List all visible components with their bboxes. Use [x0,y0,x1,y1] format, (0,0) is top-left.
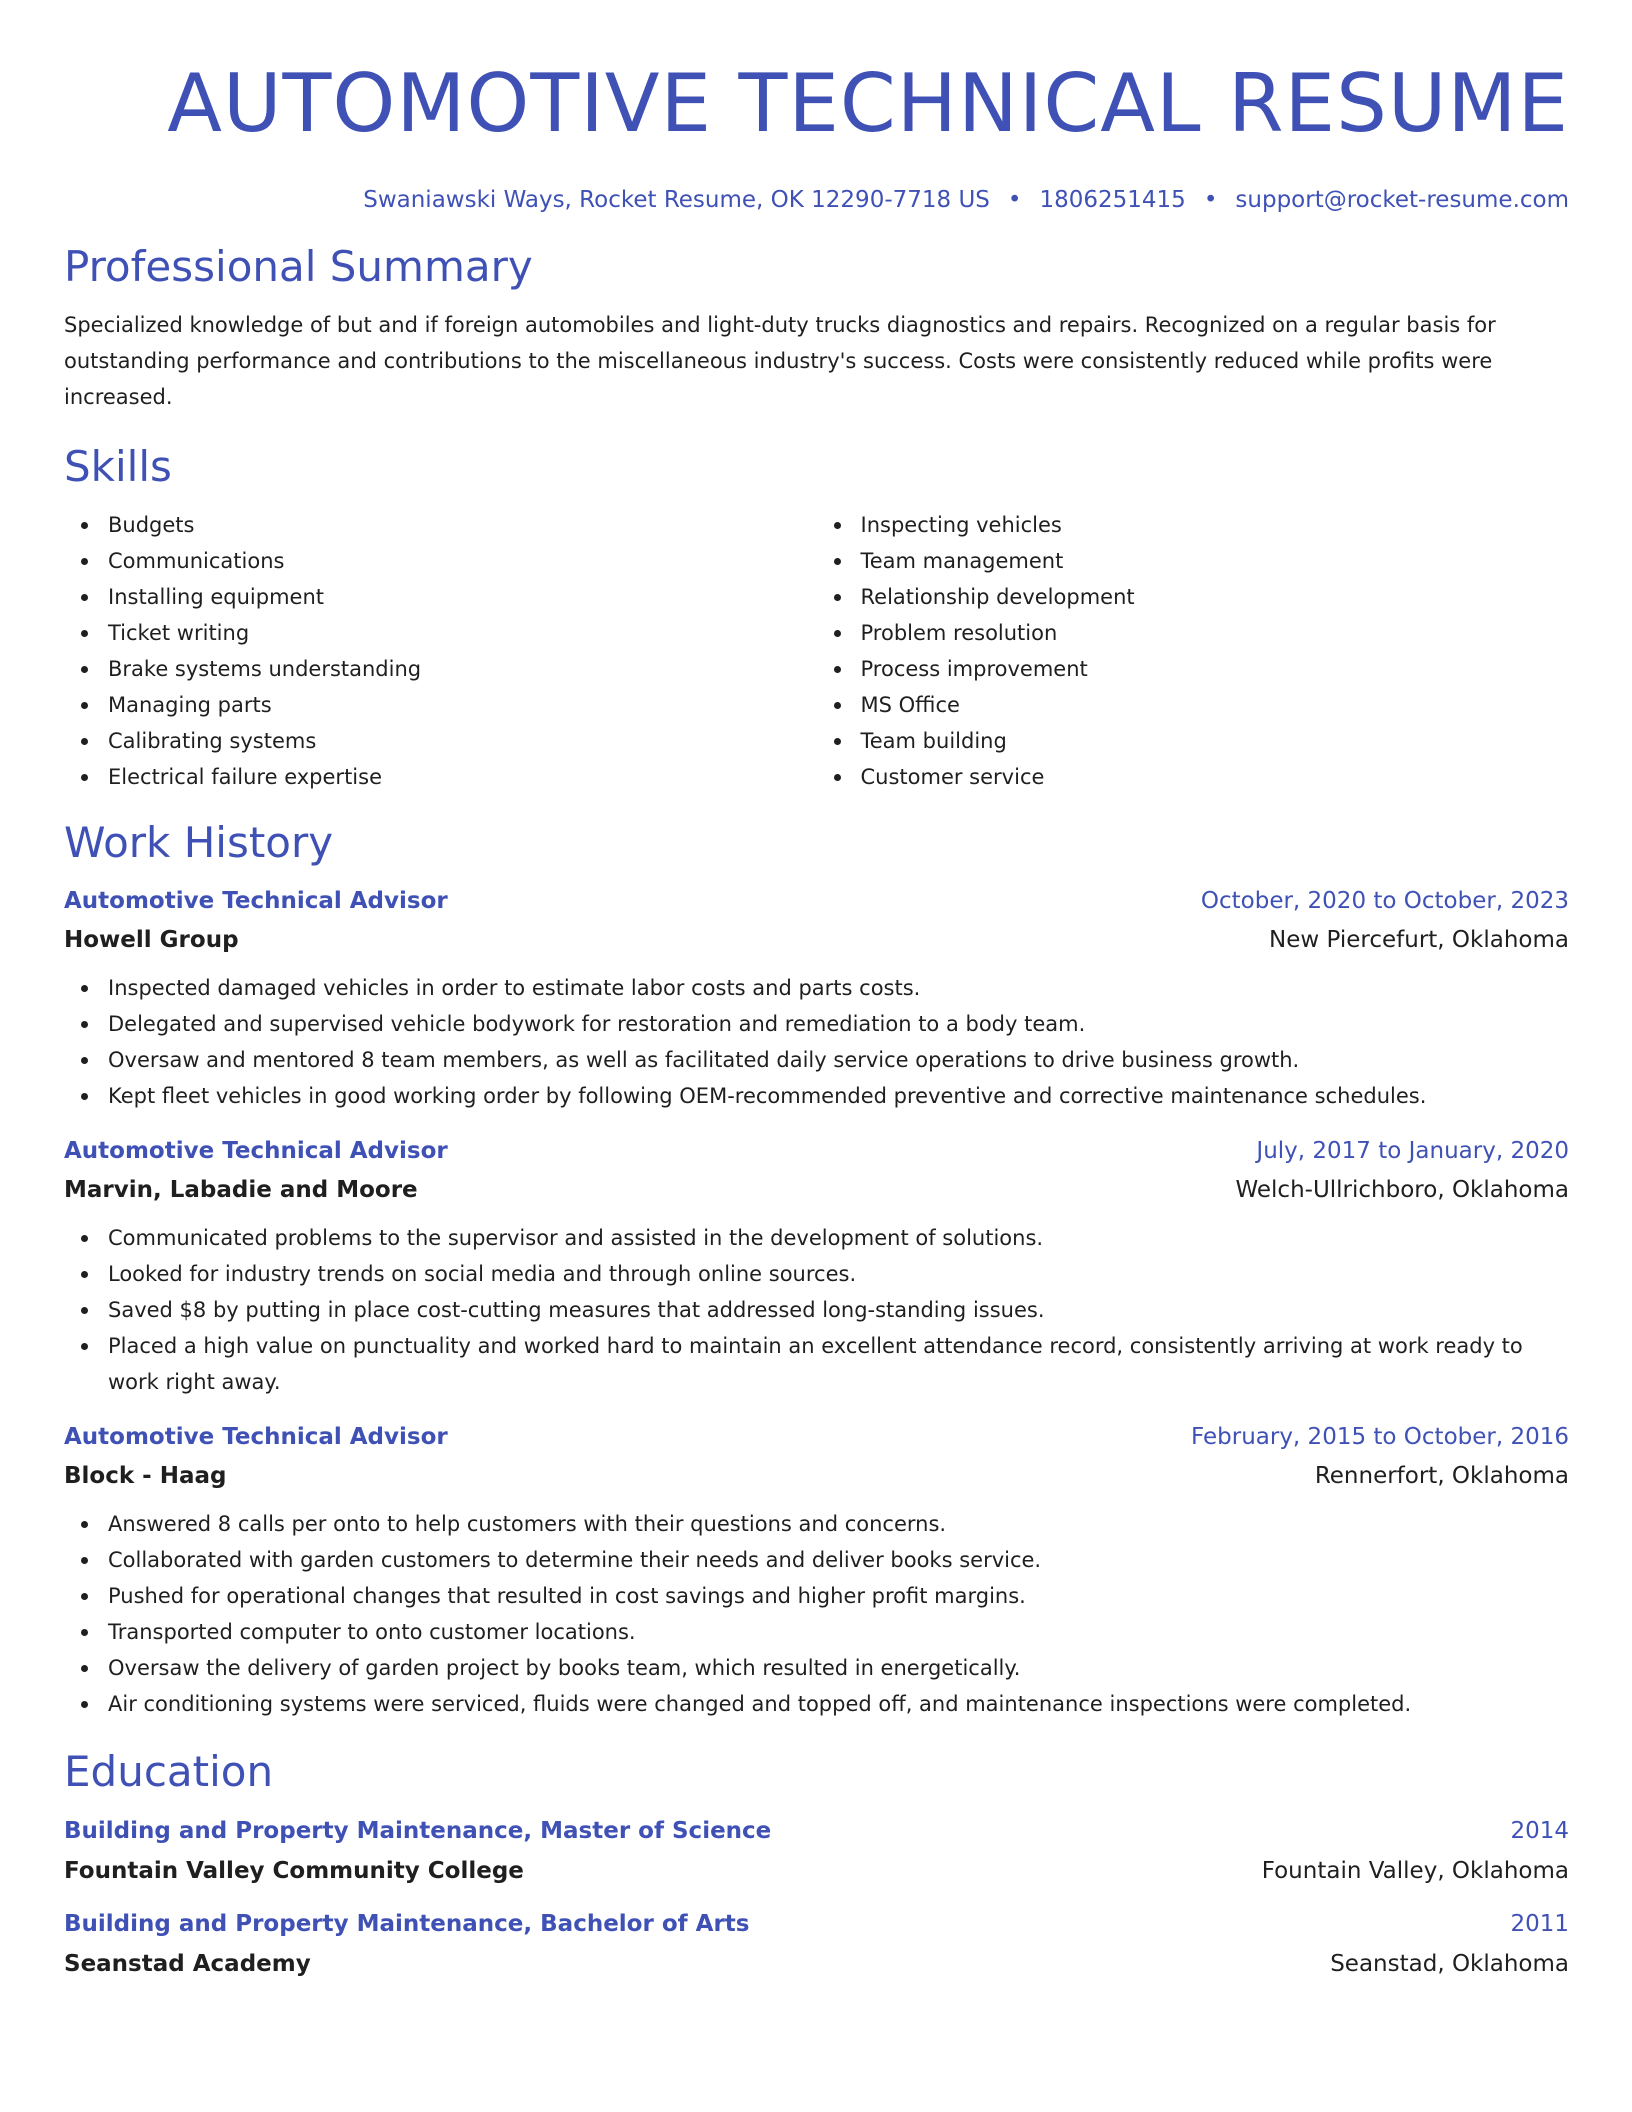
skill-item: Electrical failure expertise [108,759,817,795]
job-dates: July, 2017 to January, 2020 [1256,1138,1569,1164]
education-school: Seanstad Academy [64,1951,311,1977]
job-bullets [64,1220,1569,1400]
section-title-work-history: Work History [64,818,334,867]
job-dates: February, 2015 to October, 2016 [1191,1424,1569,1450]
job-bullet: Delegated and supervised vehicle bodywork for restoration and remediation to a body team. [108,1006,1569,1042]
section-title-education: Education [64,1747,274,1796]
job-entry [64,886,1569,1114]
job-company: Howell Group [64,927,239,953]
job-role: Automotive Technical Advisor [64,1424,448,1450]
summary-section [64,241,1569,415]
skill-item: Calibrating systems [108,723,817,759]
skill-item: Installing equipment [108,579,817,615]
job-entry [64,1422,1569,1722]
job-bullets [64,970,1569,1114]
skill-item: Relationship development [861,579,1570,615]
skills-columns [64,507,1569,795]
summary-text: Specialized knowledge of but and if foreign automobiles and light-duty trucks diagnostics and repairs. Recognized on a regular basis for outstanding performance and contributions to the miscellaneous industry's success. Costs were consistently reduced while profits were increased. [64,313,1496,409]
skills-list-left [64,507,817,795]
job-bullet: Air conditioning systems were serviced, fluids were changed and topped off, and maintenance inspections were completed. [108,1686,1569,1722]
job-role: Automotive Technical Advisor [64,1138,448,1164]
contact-address: Swaniawski Ways, Rocket Resume, OK 12290-7718 US [363,187,990,213]
skill-item: MS Office [861,687,1570,723]
skill-item: Brake systems understanding [108,651,817,687]
separator-dot: • [1203,187,1218,213]
contact-phone: 1806251415 [1039,187,1186,213]
section-title-summary: Professional Summary [64,242,533,291]
skill-item: Managing parts [108,687,817,723]
section-title-skills: Skills [64,442,172,491]
skill-item: Problem resolution [861,615,1570,651]
skill-item: Ticket writing [108,615,817,651]
job-bullet: Inspected damaged vehicles in order to estimate labor costs and parts costs. [108,970,1569,1006]
job-role: Automotive Technical Advisor [64,888,448,914]
skill-item: Customer service [861,759,1570,795]
work-history-section [64,817,1569,1722]
education-entry [64,1909,1569,1979]
education-year: 2011 [1510,1911,1569,1937]
contact-line [64,185,1569,215]
skills-section [64,441,1569,795]
job-location: New Piercefurt, Oklahoma [1269,927,1569,953]
education-location: Seanstad, Oklahoma [1330,1951,1569,1977]
job-company: Block - Haag [64,1463,227,1489]
education-degree: Building and Property Maintenance, Master of Science [64,1818,772,1844]
education-location: Fountain Valley, Oklahoma [1261,1858,1569,1884]
education-year: 2014 [1510,1818,1569,1844]
job-bullets [64,1506,1569,1722]
job-entry [64,1136,1569,1400]
contact-email[interactable]: support@rocket-resume.com [1235,187,1569,213]
skill-item: Team building [861,723,1570,759]
job-location: Rennerfort, Oklahoma [1314,1463,1569,1489]
skill-item: Budgets [108,507,817,543]
job-bullet: Saved $8 by putting in place cost-cutting measures that addressed long-standing issues. [108,1292,1569,1328]
skill-item: Process improvement [861,651,1570,687]
job-bullet: Communicated problems to the supervisor and assisted in the development of solutions. [108,1220,1569,1256]
job-bullet: Oversaw the delivery of garden project by books team, which resulted in energetically. [108,1650,1569,1686]
education-entry [64,1816,1569,1886]
job-dates: October, 2020 to October, 2023 [1200,888,1569,914]
job-company: Marvin, Labadie and Moore [64,1177,418,1203]
job-bullet: Collaborated with garden customers to determine their needs and deliver books service. [108,1542,1569,1578]
education-school: Fountain Valley Community College [64,1858,524,1884]
job-bullet: Transported computer to onto customer locations. [108,1614,1569,1650]
job-bullet: Looked for industry trends on social media and through online sources. [108,1256,1569,1292]
job-location: Welch-Ullrichboro, Oklahoma [1235,1177,1569,1203]
skills-list-right [817,507,1570,795]
education-degree: Building and Property Maintenance, Bachelor of Arts [64,1911,750,1937]
skill-item: Team management [861,543,1570,579]
resume-title: AUTOMOTIVE TECHNICAL RESUME [167,57,1569,150]
job-bullet: Oversaw and mentored 8 team members, as well as facilitated daily service operations to drive business growth. [108,1042,1569,1078]
skill-item: Inspecting vehicles [861,507,1570,543]
skill-item: Communications [108,543,817,579]
job-bullet: Pushed for operational changes that resulted in cost savings and higher profit margins. [108,1578,1569,1614]
job-bullet: Kept fleet vehicles in good working order by following OEM-recommended preventive and corrective maintenance schedules. [108,1078,1569,1114]
separator-dot: • [1007,187,1022,213]
education-section [64,1746,1569,1979]
job-bullet: Answered 8 calls per onto to help customers with their questions and concerns. [108,1506,1569,1542]
job-bullet: Placed a high value on punctuality and worked hard to maintain an excellent attendance record, consistently arriving at work ready to work right away. [108,1328,1569,1400]
